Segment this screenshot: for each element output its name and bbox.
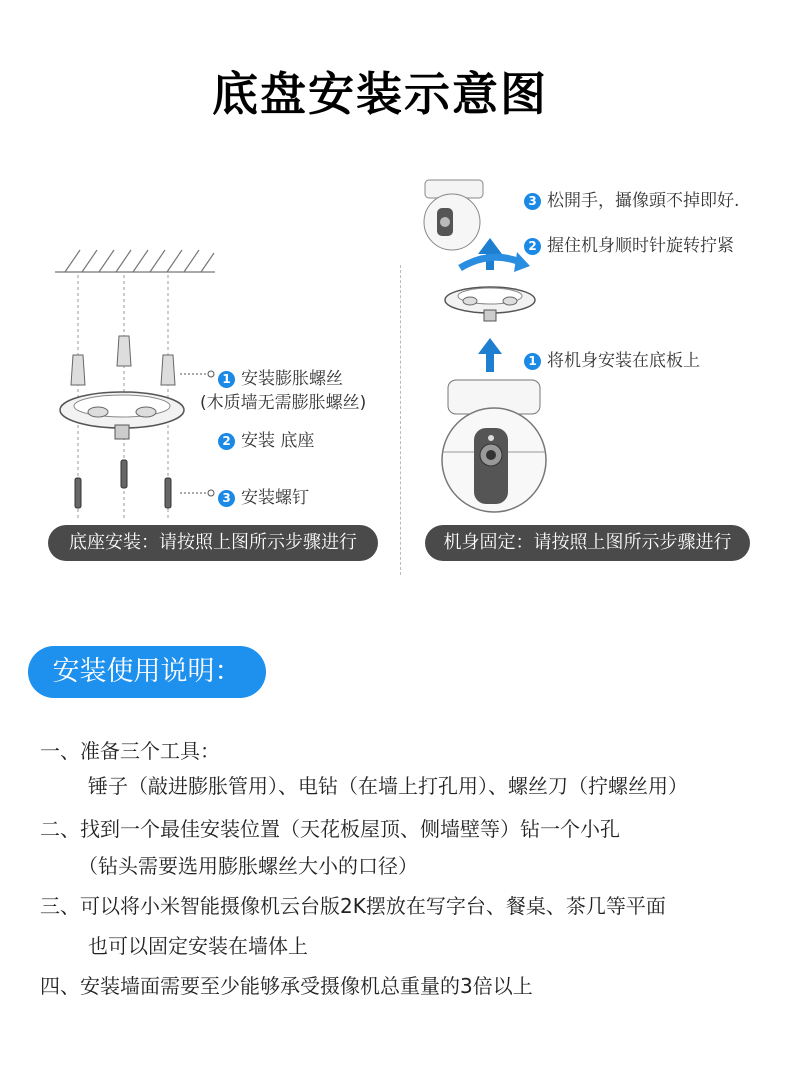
instruction-line-6: 也可以固定安装在墙体上	[88, 934, 308, 958]
instruction-line-2: 锤子（敲进膨胀管用）、电钻（在墙上打孔用）、螺丝刀（拧螺丝用）	[88, 774, 688, 798]
rotate-arrow-icon	[460, 252, 530, 272]
camera-top-icon	[424, 180, 483, 250]
instruction-line-7: 四、安装墙面需要至少能够承受摄像机总重量的3倍以上	[40, 974, 533, 998]
instruction-line-3: 二、找到一个最佳安装位置（天花板屋顶、侧墙壁等）钻一个小孔	[40, 817, 620, 841]
base-plate-icon	[445, 287, 535, 321]
expansion-anchor-icon	[71, 336, 175, 385]
up-arrow-icon	[478, 338, 502, 372]
instruction-line-5: 三、可以将小米智能摄像机云台版2K摆放在写字台、餐桌、茶几等平面	[40, 894, 666, 918]
right-step-1: 1 将机身安装在底板上	[524, 346, 700, 371]
camera-body-icon	[442, 380, 546, 512]
left-step-1: 1 安装膨胀螺丝	[218, 364, 343, 389]
section-title: 安装使用说明：	[28, 646, 266, 698]
left-step-1-note: (木质墙无需膨胀螺丝)	[200, 393, 367, 413]
base-plate-icon	[60, 392, 184, 439]
right-step-3: 3 松開手，攝像頭不掉即好.	[524, 186, 739, 211]
panel-divider	[400, 265, 401, 575]
left-caption: 底座安装：请按照上图所示步骤进行	[48, 525, 378, 561]
ceiling-hatch	[55, 250, 215, 272]
right-step-2: 2 握住机身顺时针旋转拧紧	[524, 231, 734, 256]
screw-icon	[75, 460, 171, 508]
right-caption: 机身固定：请按照上图所示步骤进行	[425, 525, 750, 561]
instruction-line-1: 一、准备三个工具：	[40, 739, 220, 763]
instruction-line-4: （钻头需要选用膨胀螺丝大小的口径）	[78, 854, 418, 878]
left-step-2: 2 安装 底座	[218, 426, 314, 451]
left-step-3: 3 安装螺钉	[218, 483, 309, 508]
page-title: 底盘安装示意图	[212, 67, 548, 121]
